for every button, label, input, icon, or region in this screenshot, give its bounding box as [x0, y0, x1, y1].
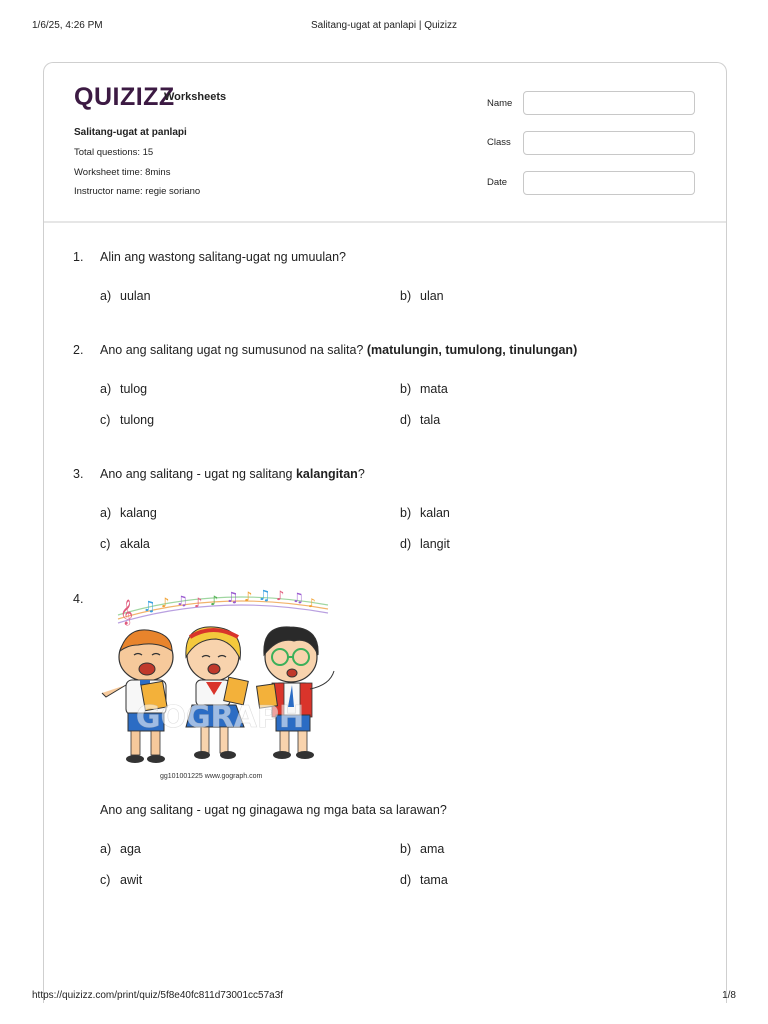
- print-title: Salitang-ugat at panlapi | Quizizz: [310, 20, 457, 31]
- option-b: [400, 506, 450, 520]
- option-label: b): [400, 289, 412, 303]
- singing-children-illustration: [98, 585, 343, 785]
- date-label: Date: [487, 177, 508, 188]
- svg-text:♫: ♫: [292, 591, 304, 606]
- option-c: [100, 413, 154, 427]
- instructor-name: Instructor name: regie soriano: [74, 186, 201, 197]
- option-label: c): [100, 537, 111, 551]
- question-number: 3.: [73, 467, 84, 481]
- option-text: mata: [420, 382, 448, 396]
- option-text: langit: [420, 537, 450, 551]
- option-label: d): [400, 537, 412, 551]
- option-c: [100, 873, 142, 887]
- worksheet-title: Salitang-ugat at panlapi: [74, 127, 187, 138]
- option-b: [400, 382, 448, 396]
- svg-text:♪: ♪: [161, 596, 170, 611]
- option-label: c): [100, 873, 111, 887]
- class-label: Class: [487, 137, 511, 148]
- question-text-bold: (matulungin, tumulong, tinulungan): [366, 343, 578, 357]
- question-text: [100, 343, 577, 357]
- option-text: ulan: [420, 289, 444, 303]
- option-c: [100, 537, 150, 551]
- print-datetime: 1/6/25, 4:26 PM: [32, 20, 103, 31]
- option-label: a): [100, 842, 112, 856]
- question-text-after: ?: [357, 467, 365, 481]
- option-label: b): [400, 506, 412, 520]
- option-a: [100, 506, 157, 520]
- option-text: tala: [420, 413, 441, 427]
- option-label: d): [400, 413, 412, 427]
- class-field[interactable]: [523, 131, 695, 155]
- page-number: 1/8: [722, 990, 736, 1001]
- worksheet-page: [43, 62, 727, 1003]
- option-text: kalan: [420, 506, 450, 520]
- logo-subtitle: Worksheets: [164, 91, 227, 103]
- svg-text:♪: ♪: [276, 589, 285, 604]
- svg-text:♫: ♫: [226, 590, 239, 606]
- svg-text:♫: ♫: [258, 588, 271, 604]
- option-a: [100, 842, 141, 856]
- print-footer: [0, 990, 768, 1010]
- image-watermark: GOGRAPH: [135, 700, 305, 735]
- option-text: tulog: [120, 382, 148, 396]
- print-url: https://quizizz.com/print/quiz/5f8e40fc811d73001cc57a3f: [32, 990, 284, 1001]
- option-d: [400, 413, 440, 427]
- question-number: 1.: [73, 250, 84, 264]
- worksheet-time: Worksheet time: 8mins: [74, 167, 171, 178]
- total-questions: Total questions: 15: [74, 147, 154, 158]
- option-label: a): [100, 289, 112, 303]
- svg-text:𝄞: 𝄞: [120, 600, 134, 625]
- question-number: 2.: [73, 343, 84, 357]
- question-text-bold: kalangitan: [295, 467, 358, 481]
- image-credit: gg101001225 www.gograph.com: [160, 773, 263, 780]
- option-label: b): [400, 382, 412, 396]
- option-text: tulong: [120, 413, 155, 427]
- svg-text:♫: ♫: [143, 599, 156, 615]
- svg-text:♫: ♫: [176, 594, 188, 609]
- option-text: akala: [120, 537, 150, 551]
- question-text-plain: Ano ang salitang ugat ng sumusunod na salita?: [100, 343, 367, 357]
- option-a: [100, 289, 151, 303]
- option-d: [400, 873, 448, 887]
- option-text: awit: [120, 873, 143, 887]
- option-text: tama: [420, 873, 448, 887]
- svg-text:♪: ♪: [194, 596, 203, 611]
- svg-text:♪: ♪: [244, 590, 253, 605]
- option-b: [400, 842, 444, 856]
- option-text: uulan: [120, 289, 151, 303]
- option-label: d): [400, 873, 412, 887]
- option-label: c): [100, 413, 111, 427]
- option-label: a): [100, 506, 112, 520]
- option-b: [400, 289, 444, 303]
- print-header: [0, 14, 768, 34]
- question-text: Alin ang wastong salitang-ugat ng umuulan?: [100, 250, 347, 264]
- name-label: Name: [487, 98, 513, 109]
- option-d: [400, 537, 450, 551]
- name-field[interactable]: [523, 91, 695, 115]
- quizizz-logo: QUIZIZZ: [74, 83, 175, 111]
- question-text-plain: Ano ang salitang - ugat ng salitang: [100, 467, 296, 481]
- children-singing-svg: [98, 585, 343, 785]
- svg-text:♪: ♪: [308, 596, 316, 610]
- svg-text:♪: ♪: [210, 594, 219, 609]
- option-text: aga: [120, 842, 141, 856]
- option-text: kalang: [120, 506, 157, 520]
- question-number: 4.: [73, 592, 84, 606]
- option-text: ama: [420, 842, 445, 856]
- question-text: Ano ang salitang - ugat ng ginagawa ng mga bata sa larawan?: [100, 803, 447, 817]
- worksheet-header: [44, 63, 726, 223]
- date-field[interactable]: [523, 171, 695, 195]
- option-a: [100, 382, 147, 396]
- question-text: [100, 467, 365, 481]
- option-label: b): [400, 842, 412, 856]
- option-label: a): [100, 382, 112, 396]
